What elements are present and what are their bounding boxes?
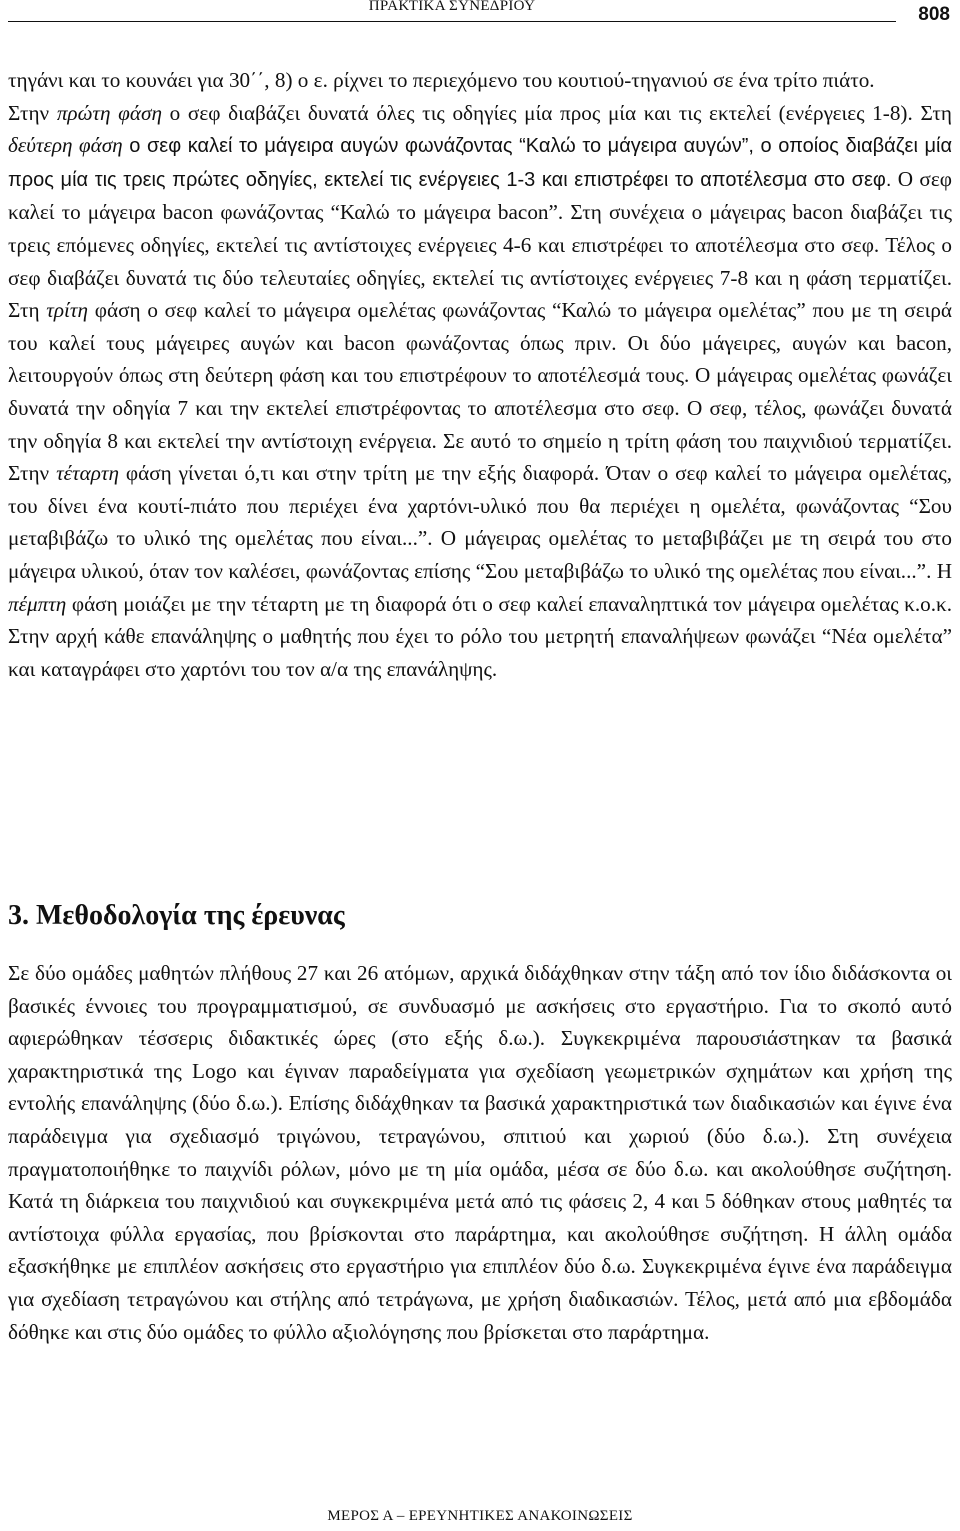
running-title: ΠΡΑΚΤΙΚΑ ΣΥΝΕΔΡΙΟΥ xyxy=(368,0,536,14)
page-number: 808 xyxy=(918,4,950,25)
section-3-body xyxy=(8,957,952,1348)
section-heading: 3. Μεθοδολογία της έρευνας xyxy=(8,900,345,931)
text-run: φάση γίνεται ό,τι και στην τρίτη με την εξής διαφορά. Όταν ο σεφ καλεί το μάγειρα ομελέτας, του δίνει ένα κουτί-πιάτο που περιέχει ένα χαρτόνι-υλικό που θα περιέχει η ομελέτα, φωνάζοντας “Σου μεταβιβάζω το υλικό της ομελέτας που είναι...”. Ο μάγειρας ομελέτας το μεταβιβάζει με τη σειρά του στο μάγειρα υλικού, όταν τον καλέσει, φωνάζοντας επίσης “Σου μεταβιβάζω το υλικό της ομελέτας που είναι...”. Η xyxy=(8,461,953,583)
text-run: Στην xyxy=(8,100,57,125)
paragraph-continuation: τηγάνι και το κουνάει για 30΄΄, 8) ο ε. ρίχνει το περιεχόμενο του κουτιού-τηγανιού σε ένα τρίτο πιάτο. xyxy=(8,68,875,92)
page-header xyxy=(8,0,952,30)
paragraph-game-phases xyxy=(8,97,952,686)
paragraph-methodology: Σε δύο ομάδες μαθητών πλήθους 27 και 26 ατόμων, αρχικά διδάχθηκαν στην τάξη από τον ίδιο διδάσκοντα οι βασικές έννοιες του προγραμματισμού, σε συνδυασμό με ασκήσεις στο εργαστήριο. Για το σκοπό αυτό αφιερώθηκαν τέσσερις διδακτικές ώρες (στο εξής δ.ω.). Συγκεκριμένα παρουσιάστηκαν τα βασικά χαρακτηριστικά της Logo και έγιναν παραδείγματα για σχεδίαση γεωμετρικών σχημάτων και χρήση της εντολής επανάληψης (δύο δ.ω.). Επίσης διδάχθηκαν τα βασικά χαρακτηριστικά των διαδικασιών και έγινε ένα παράδειγμα για σχεδιασμό τριγώνου, τετραγώνου, σπιτιού και χωριού (δύο δ.ω.). Στη συνέχεια πραγματοποιήθηκε το παιχνίδι ρόλων, μόνο με τη μία ομάδα, μέσα σε δύο δ.ω. και ακολούθησε συζήτηση. Κατά τη διάρκεια του παιχνιδιού και συγκεκριμένα μετά από τις φάσεις 2, 4 και 5 δόθηκαν στους μαθητές τα αντίστοιχα φύλλα εργασίας, που βρίσκονται στο παράρτημα, και ακολούθησε συζήτηση. Η άλλη ομάδα εξασκήθηκε με επιπλέον ασκήσεις στο εργαστήριο για επιπλέον δύο δ.ω. Συγκεκριμένα έγινε ένα παράδειγμα για σχεδίαση τετραγώνου και στήλης από τετράγωνα, με χρήση διαδικασιών. Τέλος, μετά από μια εβδομάδα δόθηκε και στις δύο ομάδες το φύλλο αξιολόγησης που βρίσκεται στο παράρτημα. xyxy=(8,961,952,1344)
text-run: φάση ο σεφ καλεί το μάγειρα ομελέτας φωνάζοντας “Καλώ το μάγειρα ομελέτας” που με τη σειρά του καλεί τους μάγειρες αυγών και bacon φωνάζοντας όπως πριν. Οι δύο μάγειρες, αυγών και bacon, λειτουργούν όπως στη δεύτερη φάση και του επιστρέφουν το αποτέλεσμά τους. Ο μάγειρας ομελέτας φωνάζει δυνατά την οδηγία 7 και την εκτελεί επιστρέφοντας το αποτέλεσμα στο σεφ. Ο σεφ, τέλος, φωνάζει δυνατά την οδηγία 8 και εκτελεί την αντίστοιχη ενέργεια. Σε αυτό το σημείο η τρίτη φάση του παιχνιδιού τερματίζει. Στην xyxy=(8,298,953,486)
header-rule xyxy=(8,21,896,22)
italic-phrase: πέμπτη xyxy=(8,591,67,616)
italic-phrase: τέταρτη xyxy=(56,461,119,486)
italic-phrase: τρίτη xyxy=(46,298,89,323)
text-run: ο σεφ καλεί το μάγειρα αυγών φωνάζοντας “Καλώ το μάγειρα αυγών”, ο οποίος διαβάζει μία προς μία τις τρεις πρώτες οδηγίες, εκτελεί τις ενέργειες 1-3 και επιστρέφει το αποτέλεσμα στο σεφ. xyxy=(8,135,953,191)
italic-phrase: δεύτερη φάση xyxy=(8,133,123,158)
text-run: φάση μοιάζει με την τέταρτη με τη διαφορά ότι ο σεφ καλεί επαναληπτικά τον μάγειρα ομελέτας κ.ο.κ. Στην αρχή κάθε επανάληψης ο μαθητής που έχει το ρόλο του μετρητή επαναλήψεων φωνάζει “Νέα ομελέτα” και καταγράφει στο χαρτόνι του τον α/α της επανάληψης. xyxy=(8,591,952,681)
text-run: ο σεφ διαβάζει δυνατά όλες τις οδηγίες μία προς μία και τις εκτελεί (ενέργειες 1-8). Στη xyxy=(161,100,952,125)
page-footer: ΜΕΡΟΣ Α – ΕΡΕΥΝΗΤΙΚΕΣ ΑΝΑΚΟΙΝΩΣΕΙΣ xyxy=(327,1508,633,1524)
text-run: Ο σεφ καλεί το μάγειρα bacon φωνάζοντας “Καλώ το μάγειρα bacon”. Στη συνέχεια ο μάγειρας bacon διαβάζει τις τρεις επόμενες οδηγίες, εκτελεί τις αντίστοιχες ενέργειες 4-6 και επιστρέφει το αποτέλεσμα στο σεφ. Τέλος ο σεφ διαβάζει δυνατά τις δύο τελευταίες οδηγίες, εκτελεί τις αντίστοιχες ενέργειες 7-8 και η φάση τερματίζει. Στη xyxy=(8,166,952,323)
section-1-body xyxy=(8,64,952,685)
italic-phrase: πρώτη φάση xyxy=(56,100,162,125)
